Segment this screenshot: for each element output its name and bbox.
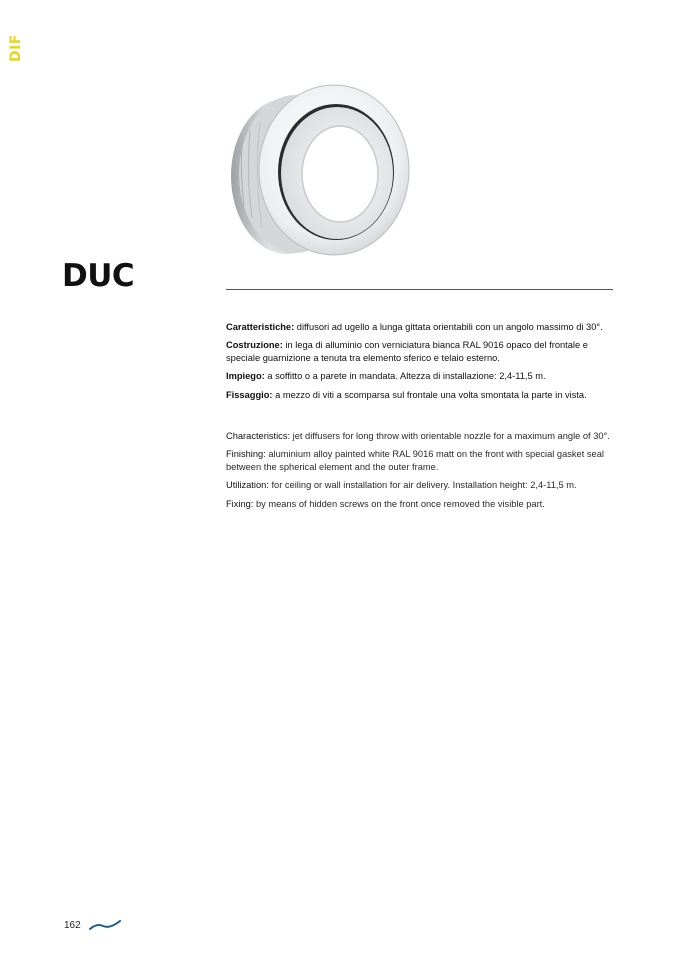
description-key: Characteristics: (226, 431, 291, 441)
description-key: Costruzione: (226, 340, 283, 351)
description-key: Finishing: (226, 449, 266, 460)
page-number: 162 (64, 920, 81, 931)
description-english (226, 430, 616, 516)
description-key: Caratteristiche: (226, 322, 295, 332)
product-title: DUC (62, 258, 135, 294)
description-text: in lega di alluminio con verniciatura bianca RAL 9016 opaco del frontale e speciale guarnizione a tenuta tra elemento sferico e telaio esterno. (226, 340, 588, 363)
section-tab-label: DIF (8, 34, 24, 62)
description-key: Impiego: (226, 371, 265, 382)
description-key: Utilization: (226, 480, 269, 491)
description-text: a soffitto o a parete in mandata. Altezza di installazione: 2,4-11,5 m. (264, 371, 546, 382)
description-text: for ceiling or wall installation for air delivery. Installation height: 2,4-11,5 m. (268, 480, 577, 491)
wave-logo-icon (89, 918, 121, 932)
description-text: diffusori ad ugello a lunga gittata orientabili con un angolo massimo di 30°. (294, 322, 603, 332)
description-text: by means of hidden screws on the front once removed the visible part. (253, 498, 545, 509)
description-paragraph (226, 370, 616, 382)
title-divider (226, 289, 613, 290)
description-key: Fissaggio: (226, 389, 273, 400)
description-key: Fixing: (226, 498, 254, 509)
description-italian (226, 321, 616, 407)
description-text: jet diffusers for long throw with orientable nozzle for a maximum angle of 30°. (290, 431, 610, 441)
description-paragraph (226, 430, 616, 442)
description-text: aluminium alloy painted white RAL 9016 matt on the front with special gasket seal between the spherical element and the outer frame. (226, 449, 604, 472)
description-text: a mezzo di viti a scomparsa sul frontale una volta smontata la parte in vista. (272, 389, 587, 400)
description-paragraph (226, 339, 616, 364)
description-paragraph (226, 448, 616, 473)
description-paragraph (226, 479, 616, 491)
product-image (222, 78, 412, 264)
description-paragraph (226, 321, 616, 333)
description-paragraph (226, 498, 616, 510)
description-paragraph (226, 389, 616, 401)
section-tab (6, 32, 26, 64)
